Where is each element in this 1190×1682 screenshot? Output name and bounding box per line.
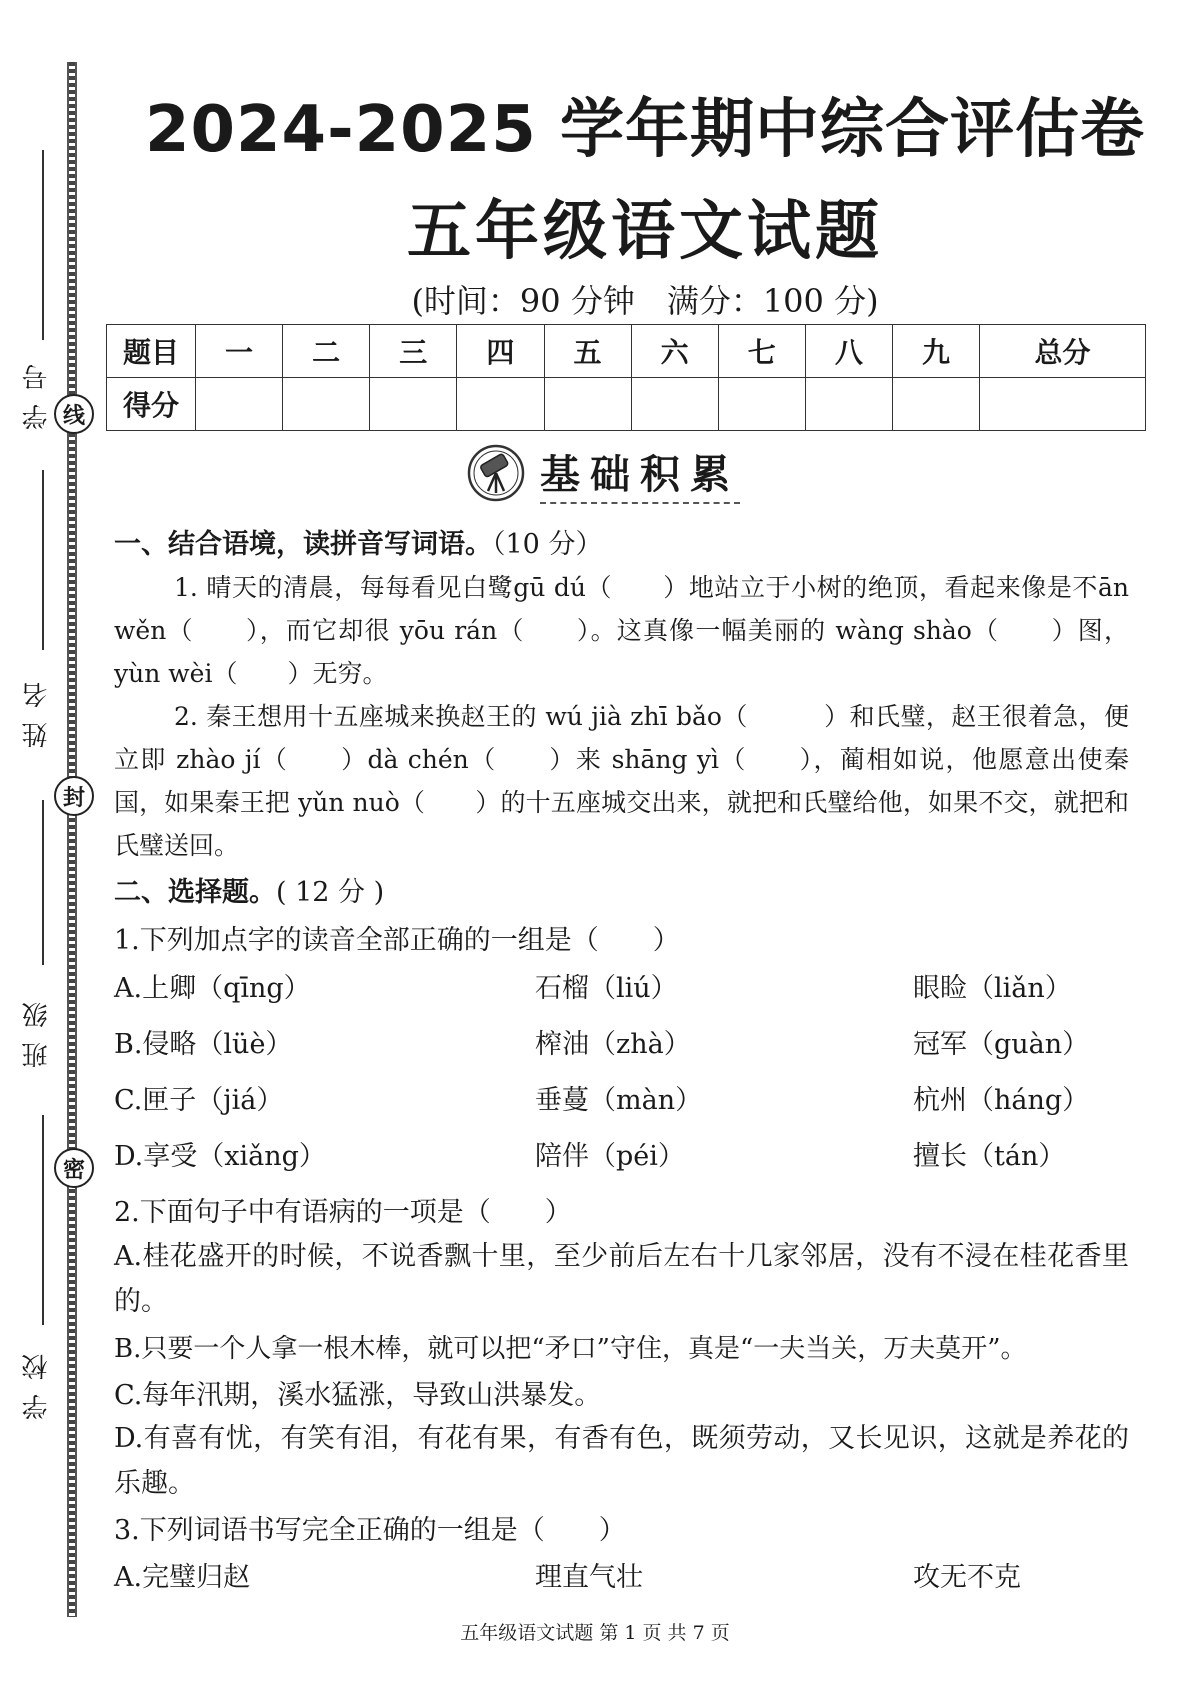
score-table [106,324,1146,431]
score-cell: 五 [544,325,631,378]
q1-paragraph-1: 1. 晴天的清晨，每每看见白鹭gū dú（ ）地站立于小树的绝顶，看起来像是不ān wěn（ ），而它却很 yōu rán（ ）。这真像一幅美丽的 wàng shào（ ）图，yùn wèi（ ）无穷。 [114,573,1129,688]
q2-heading-text: 二、选择题。 [114,877,276,908]
score-input-cell[interactable] [980,378,1146,431]
exam-title: 2024-2025 学年期中综合评估卷 [144,93,1146,167]
q2-heading [114,870,384,909]
score-cell: 总分 [980,325,1146,378]
q2-points: ( 12 分 ) [276,877,385,908]
score-input-cell[interactable] [457,378,544,431]
score-cell: 二 [283,325,370,378]
seal-xian: 线 [54,394,94,434]
q2-1-option-a2: 石榴（liú） [535,973,678,1004]
score-cell: 七 [718,325,805,378]
q2-2-option-c: C.每年汛期，溪水猛涨，导致山洪暴发。 [114,1380,602,1411]
q2-2-option-d: D.有喜有忧，有笑有泪，有花有果，有香有色，既须劳动，又长见识，这就是养花的乐趣。 [114,1423,1129,1499]
score-input-cell[interactable] [631,378,718,431]
binding-dotted-line [67,62,77,1617]
exam-info: (时间：90 分钟 满分：100 分) [411,282,879,320]
score-cell: 六 [631,325,718,378]
q1-points: （10 分） [492,529,603,560]
q2-3-option-a2: 理直气壮 [535,1562,643,1593]
score-table-header-row [107,325,1146,378]
label-name: 姓名 [22,668,52,748]
label-school: 学校 [22,1340,52,1420]
page-footer: 五年级语文试题 第 1 页 共 7 页 [460,1622,730,1644]
q2-1-option-c1: C.匣子（jiá） [114,1085,284,1116]
q2-1-option-c3: 杭州（háng） [913,1085,1090,1116]
exam-subtitle: 五年级语文试题 [407,195,883,269]
score-table-score-row [107,378,1146,431]
q2-2-option-a: A.桂花盛开的时候，不说香飘十里，至少前后左右十几家邻居，没有不浸在桂花香里的。 [114,1241,1129,1317]
label-class: 班级 [22,988,52,1068]
seal-mi: 密 [54,1148,94,1188]
q2-3-stem: 3.下列词语书写完全正确的一组是（ ） [114,1515,626,1546]
score-cell: 一 [196,325,283,378]
name-blank [42,470,44,650]
q2-1-option-a1: A.上卿（qīng） [114,973,311,1004]
q2-1-option-d1: D.享受（xiǎng） [114,1141,326,1172]
section-title: 基础积累 [540,443,740,504]
q1-paragraph-2: 2. 秦王想用十五座城来换赵王的 wú jià zhī bǎo（ ）和氏璧，赵王很着急，便立即 zhào jí（ ）dà chén（ ）来 shāng yì（ ），蔺相如说，他愿意出使秦国，如果秦王把 yǔn nuò（ ）的十五座城交出来，就把和氏璧给他，如果不交，就把和氏璧送回。 [114,702,1129,860]
q2-1-option-d3: 擅长（tán） [913,1141,1066,1172]
q2-3-option-a1: A.完璧归赵 [114,1562,251,1593]
score-input-cell[interactable] [805,378,892,431]
q2-1-option-c2: 垂蔓（màn） [535,1085,703,1116]
q2-1-stem: 1.下列加点字的读音全部正确的一组是（ ） [114,925,680,956]
score-cell: 四 [457,325,544,378]
score-input-cell[interactable] [283,378,370,431]
class-blank [42,800,44,965]
telescope-icon [466,443,526,503]
score-cell: 三 [370,325,457,378]
q2-1-option-b1: B.侵略（lüè） [114,1029,293,1060]
q2-2-stem: 2.下面句子中有语病的一项是（ ） [114,1197,572,1228]
score-cell: 九 [893,325,980,378]
score-row-label: 得分 [107,378,196,431]
score-input-cell[interactable] [370,378,457,431]
q2-1-option-b2: 榨油（zhà） [535,1029,691,1060]
q1-heading-text: 一、结合语境，读拼音写词语。 [114,529,492,560]
seal-feng: 封 [54,776,94,816]
q2-1-option-b3: 冠军（guàn） [913,1029,1090,1060]
score-input-cell[interactable] [893,378,980,431]
label-student-id: 学号 [22,350,52,430]
score-input-cell[interactable] [718,378,805,431]
score-input-cell[interactable] [196,378,283,431]
q2-2-option-b: B.只要一个人拿一根木棒，就可以把“矛口”守住，真是“一夫当关，万夫莫开”。 [114,1334,1027,1364]
student-id-blank [42,150,44,340]
q2-3-option-a3: 攻无不克 [913,1562,1021,1593]
score-input-cell[interactable] [544,378,631,431]
score-cell: 题目 [107,325,196,378]
q1-heading [114,522,602,561]
score-cell: 八 [805,325,892,378]
school-blank [42,1115,44,1325]
q2-1-option-d2: 陪伴（péi） [535,1141,685,1172]
section-banner [466,443,740,503]
q2-1-option-a3: 眼睑（liǎn） [913,973,1072,1004]
